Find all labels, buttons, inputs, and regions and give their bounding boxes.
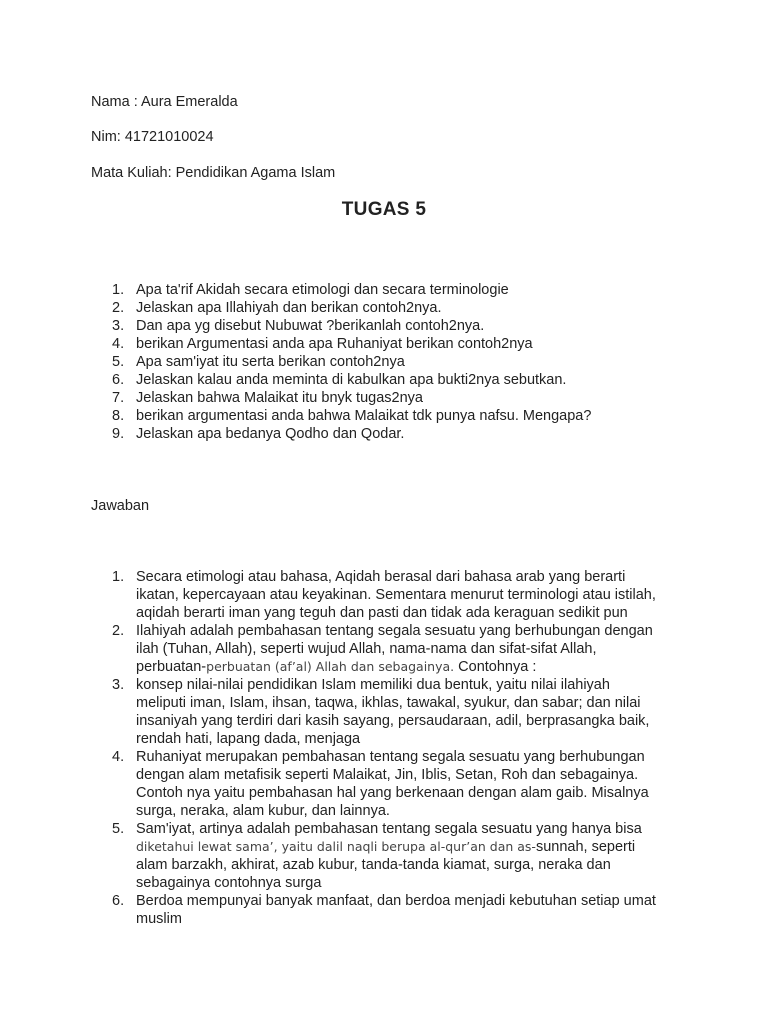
question-text: Dan apa yg disebut Nubuwat ?berikanlah contoh2nya. (136, 318, 485, 334)
answer-line: Ilahiyah adalah pembahasan tentang segala sesuatu yang berhubungan dengan (136, 623, 653, 639)
answer-item (112, 622, 682, 676)
question-text: Apa sam'iyat itu serta berikan contoh2nya (136, 354, 405, 370)
answer-number: 4. (112, 749, 125, 765)
answer-line: muslim (136, 911, 182, 927)
answer-item (112, 748, 682, 820)
answer-line: surga, neraka, alam kubur, dan lainnya. (136, 803, 390, 819)
question-number: 2. (112, 300, 125, 316)
answer-number: 3. (112, 677, 125, 693)
question-text: Jelaskan apa Illahiyah dan berikan contoh2nya. (136, 300, 442, 316)
answer-fragment: sunnah, seperti (535, 839, 636, 855)
student-nim: Nim: 41721010024 (91, 129, 214, 145)
answer-line: meliputi iman, Islam, ihsan, taqwa, ikhlas, tawakal, syukur, dan sabar; dan nilai (136, 695, 641, 711)
question-number: 5. (112, 354, 125, 370)
answer-line: Sam'iyat, artinya adalah pembahasan tentang segala sesuatu yang hanya bisa (136, 821, 642, 837)
question-number: 3. (112, 318, 125, 334)
answer-line: sebagainya contohnya surga (136, 875, 322, 891)
question-text: Apa ta'rif Akidah secara etimologi dan secara terminologie (136, 282, 509, 298)
answer-number: 2. (112, 623, 125, 639)
answer-line: aqidah berarti iman yang teguh dan pasti dan tidak ada keraguan sedikit pun (136, 605, 628, 621)
answer-line: ilah (Tuhan, Allah), seperti wujud Allah, nama-nama dan sifat-sifat Allah, (136, 641, 597, 657)
question-number: 6. (112, 372, 125, 388)
question-item (112, 317, 672, 335)
question-item (112, 335, 672, 353)
question-number: 7. (112, 390, 125, 406)
answer-fragment: perbuatan- (136, 659, 207, 675)
answer-fragment-light: perbuatan (af’al) Allah dan sebagainya. (206, 659, 455, 674)
question-item (112, 281, 672, 299)
course-name: Mata Kuliah: Pendidikan Agama Islam (91, 165, 336, 181)
question-item (112, 389, 672, 407)
answer-line: rendah hati, lapang dada, menjaga (136, 731, 361, 747)
answer-line: Berdoa mempunyai banyak manfaat, dan berdoa menjadi kebutuhan setiap umat (136, 893, 656, 909)
answer-item (112, 820, 682, 892)
answer-item (112, 892, 682, 928)
answer-line: dengan alam metafisik seperti Malaikat, Jin, Iblis, Setan, Roh dan sebagainya. (136, 767, 639, 783)
question-number: 1. (112, 282, 125, 298)
student-name: Nama : Aura Emeralda (91, 94, 238, 110)
question-item (112, 407, 672, 425)
answer-fragment: Contohnya : (454, 659, 537, 675)
answer-line: Contoh nya yaitu pembahasan hal yang berkenaan dengan alam gaib. Misalnya (136, 785, 649, 801)
document-title: TUGAS 5 (341, 199, 427, 220)
answer-fragment-light: diketahui lewat sama’, yaitu dalil naqli berupa al-qur’an dan as- (136, 839, 536, 854)
answer-line: konsep nilai-nilai pendidikan Islam memiliki dua bentuk, yaitu nilai ilahiyah (136, 677, 610, 693)
question-number: 8. (112, 408, 125, 424)
question-text: Jelaskan bahwa Malaikat itu bnyk tugas2nya (136, 390, 423, 406)
answer-number: 1. (112, 569, 125, 585)
answer-line: Secara etimologi atau bahasa, Aqidah berasal dari bahasa arab yang berarti (136, 569, 626, 585)
question-item (112, 425, 672, 443)
answer-line: Ruhaniyat merupakan pembahasan tentang segala sesuatu yang berhubungan (136, 749, 645, 765)
answer-item (112, 676, 682, 748)
answer-line (136, 658, 682, 676)
question-list (112, 281, 672, 443)
answer-item (112, 568, 682, 622)
answer-line: alam barzakh, akhirat, azab kubur, tanda-tanda kiamat, surga, neraka dan (136, 857, 611, 873)
answer-line (136, 838, 682, 856)
question-item (112, 353, 672, 371)
question-text: Jelaskan kalau anda meminta di kabulkan apa bukti2nya sebutkan. (136, 372, 567, 388)
answer-number: 5. (112, 821, 125, 837)
question-text: berikan Argumentasi anda apa Ruhaniyat berikan contoh2nya (136, 336, 533, 352)
answers-heading: Jawaban (91, 498, 150, 514)
question-number: 4. (112, 336, 125, 352)
answer-line: ikatan, kepercayaan atau keyakinan. Sementara menurut terminologi atau istilah, (136, 587, 656, 603)
question-text: Jelaskan apa bedanya Qodho dan Qodar. (136, 426, 405, 442)
question-number: 9. (112, 426, 125, 442)
question-item (112, 371, 672, 389)
question-text: berikan argumentasi anda bahwa Malaikat tdk punya nafsu. Mengapa? (136, 408, 592, 424)
question-item (112, 299, 672, 317)
answer-line: insaniyah yang terdiri dari kasih sayang, persaudaraan, adil, berprasangka baik, (136, 713, 650, 729)
answer-list (112, 568, 682, 928)
answer-number: 6. (112, 893, 125, 909)
